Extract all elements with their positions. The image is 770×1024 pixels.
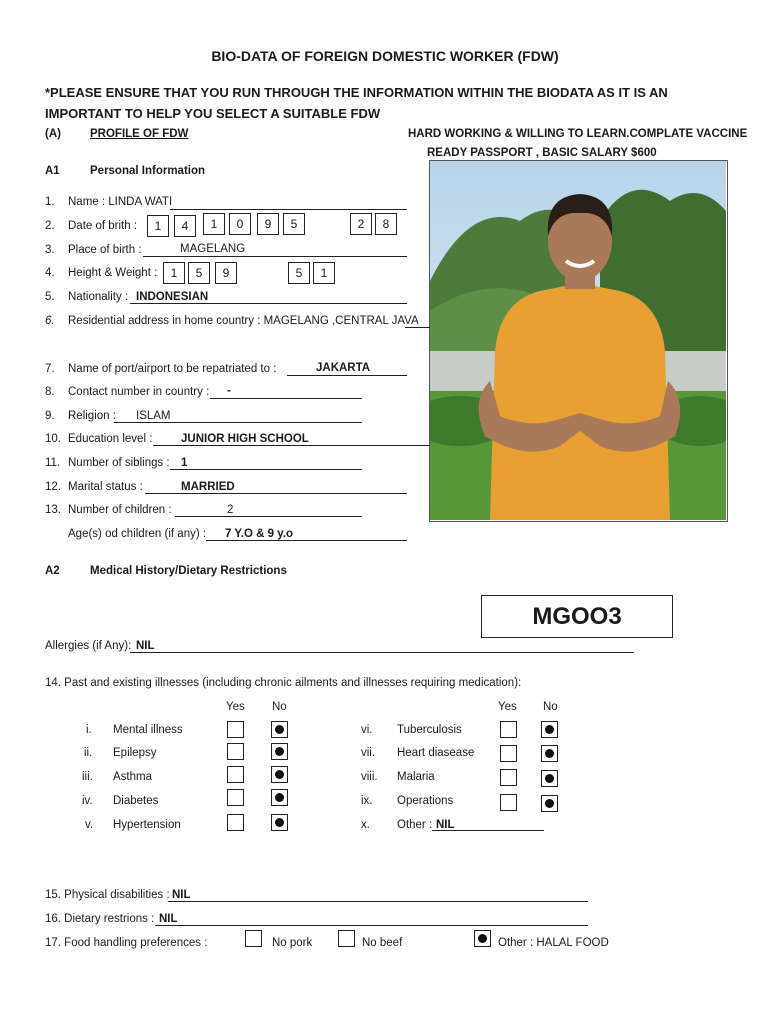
dob-month-digit-2: 0 <box>229 213 251 235</box>
right-no-header: No <box>543 701 558 713</box>
section-a-label: PROFILE OF FDW <box>90 128 189 140</box>
siblings-label: Number of siblings : <box>68 457 170 469</box>
left-yes-header: Yes <box>226 701 245 713</box>
fdw-photo <box>429 160 728 522</box>
children-age-value: 7 Y.O & 9 y.o <box>225 528 293 540</box>
tuberculosis-yes-checkbox[interactable] <box>500 721 517 738</box>
no-beef-checkbox[interactable] <box>338 930 355 947</box>
religion-value: ISLAM <box>136 410 171 422</box>
children-label: Number of children : <box>68 504 172 516</box>
asthma-yes-checkbox[interactable] <box>227 766 244 783</box>
contact-label: Contact number in country : <box>68 386 210 398</box>
education-underline <box>153 445 430 446</box>
height-digit-3: 9 <box>215 262 237 284</box>
marital-underline <box>145 493 407 494</box>
education-label: Education level : <box>68 433 153 445</box>
illness-roman: i. <box>86 724 92 736</box>
remark-line-1: HARD WORKING & WILLING TO LEARN.COMPLATE VACCINE <box>408 128 748 140</box>
illness-roman: ix. <box>361 795 373 807</box>
item-1-number: 1. <box>45 196 55 208</box>
nationality-value: INDONESIAN <box>136 291 209 303</box>
port-value: JAKARTA <box>316 362 371 374</box>
dob-day-digit-1: 1 <box>147 215 169 237</box>
religion-label: Religion : <box>68 410 116 422</box>
hypertension-no-checkbox[interactable] <box>271 814 288 831</box>
operations-no-checkbox[interactable] <box>541 795 558 812</box>
other-food-checkbox[interactable] <box>474 930 491 947</box>
name-field: Name : LINDA WATI <box>68 196 173 208</box>
height-digit-2: 5 <box>188 262 210 284</box>
item-13-number: 13. <box>45 504 61 516</box>
religion-underline <box>114 422 362 423</box>
epilepsy-yes-checkbox[interactable] <box>227 743 244 760</box>
height-weight-label: Height & Weight : <box>68 267 158 279</box>
children-age-label: Age(s) od children (if any) : <box>68 528 207 540</box>
heart-yes-checkbox[interactable] <box>500 745 517 762</box>
q17-label: 17. Food handling preferences : <box>45 937 208 949</box>
children-value: 2 <box>227 504 234 516</box>
illness-roman: x. <box>361 819 370 831</box>
asthma-no-checkbox[interactable] <box>271 766 288 783</box>
allergies-label: Allergies (if Any): <box>45 640 132 652</box>
allergies-value: NIL <box>136 640 155 652</box>
contact-underline <box>210 398 362 399</box>
q15-label: 15. Physical disabilities : <box>45 889 170 901</box>
illness-malaria: Malaria <box>397 771 435 783</box>
q16-underline <box>155 925 588 926</box>
illness-operations: Operations <box>397 795 454 807</box>
q15-value: NIL <box>172 889 191 901</box>
item-5-number: 5. <box>45 291 55 303</box>
heart-no-checkbox[interactable] <box>541 745 558 762</box>
item-6-number: 6. <box>45 315 55 327</box>
left-no-header: No <box>272 701 287 713</box>
illness-tuberculosis: Tuberculosis <box>397 724 462 736</box>
a2-code: A2 <box>45 565 60 577</box>
item-10-number: 10. <box>45 433 61 445</box>
siblings-value: 1 <box>181 457 188 469</box>
illness-roman: iv. <box>82 795 93 807</box>
children-age-underline <box>206 540 407 541</box>
tuberculosis-no-checkbox[interactable] <box>541 721 558 738</box>
age-digit-1: 2 <box>350 213 372 235</box>
a1-label: Personal Information <box>90 165 206 177</box>
q16-value: NIL <box>159 913 178 925</box>
hypertension-yes-checkbox[interactable] <box>227 814 244 831</box>
dob-year-digit-1: 9 <box>257 213 279 235</box>
education-value: JUNIOR HIGH SCHOOL <box>181 433 309 445</box>
illness-roman: vii. <box>361 747 376 759</box>
item-7-number: 7. <box>45 363 55 375</box>
illness-roman: vi. <box>361 724 373 736</box>
operations-yes-checkbox[interactable] <box>500 794 517 811</box>
diabetes-no-checkbox[interactable] <box>271 789 288 806</box>
dob-month-digit-1: 1 <box>203 213 225 235</box>
port-label: Name of port/airport to be repatriated to : <box>68 363 277 375</box>
q16-label: 16. Dietary restrions : <box>45 913 155 925</box>
dob-label: Date of brith : <box>68 220 138 232</box>
marital-value: MARRIED <box>181 481 235 493</box>
dob-day-digit-2: 4 <box>174 215 196 237</box>
illness-epilepsy: Epilepsy <box>113 747 157 759</box>
illness-diabetes: Diabetes <box>113 795 159 807</box>
nationality-underline <box>130 303 407 304</box>
illness-heart: Heart diasease <box>397 747 475 759</box>
illness-asthma: Asthma <box>113 771 152 783</box>
q15-underline <box>168 901 588 902</box>
malaria-yes-checkbox[interactable] <box>500 769 517 786</box>
illness-roman: ii. <box>84 747 93 759</box>
item-4-number: 4. <box>45 267 55 279</box>
illness-hypertension: Hypertension <box>113 819 181 831</box>
nationality-label: Nationality : <box>68 291 129 303</box>
contact-value: - <box>227 385 231 397</box>
pob-value: MAGELANG <box>180 243 246 255</box>
item-11-number: 11. <box>45 457 61 469</box>
section-a-code: (A) <box>45 128 61 140</box>
item-3-number: 3. <box>45 244 55 256</box>
notice-text: *PLEASE ENSURE THAT YOU RUN THROUGH THE INFORMATION WITHIN THE BIODATA AS IT IS AN IMPORTANT TO HELP YOU SELECT A SUITABLE FDW <box>45 85 668 121</box>
height-digit-1: 1 <box>163 262 185 284</box>
item-12-number: 12. <box>45 481 61 493</box>
illness-roman: iii. <box>82 771 93 783</box>
a1-code: A1 <box>45 165 60 177</box>
diabetes-yes-checkbox[interactable] <box>227 789 244 806</box>
address-underline <box>405 327 430 328</box>
pob-label: Place of birth : <box>68 244 142 256</box>
children-underline <box>175 516 362 517</box>
q14-label: 14. Past and existing illnesses (including chronic ailments and illnesses requiring medication): <box>45 677 522 689</box>
illness-roman: viii. <box>361 771 378 783</box>
dob-year-digit-2: 5 <box>283 213 305 235</box>
other-food-label: Other : HALAL FOOD <box>498 937 609 949</box>
malaria-no-checkbox[interactable] <box>541 770 558 787</box>
right-yes-header: Yes <box>498 701 517 713</box>
illness-other-underline <box>432 830 544 831</box>
age-digit-2: 8 <box>375 213 397 235</box>
allergies-underline <box>130 652 634 653</box>
name-underline <box>170 209 407 210</box>
no-pork-checkbox[interactable] <box>245 930 262 947</box>
item-2-number: 2. <box>45 220 55 232</box>
no-beef-label: No beef <box>362 937 403 949</box>
illness-roman: v. <box>85 819 94 831</box>
siblings-underline <box>170 469 362 470</box>
marital-label: Marital status : <box>68 481 143 493</box>
remark-line-2: READY PASSPORT , BASIC SALARY $600 <box>427 147 657 159</box>
mental-no-checkbox[interactable] <box>271 721 288 738</box>
a2-label: Medical History/Dietary Restrictions <box>90 565 287 577</box>
address-field: Residential address in home country : MAGELANG ,CENTRAL JAVA <box>68 315 419 327</box>
port-underline <box>287 375 407 376</box>
illness-mental: Mental illness <box>113 724 183 736</box>
worker-code-box: MGOO3 <box>481 595 673 638</box>
no-pork-label: No pork <box>272 937 313 949</box>
illness-other-label: Other : <box>397 819 433 831</box>
illness-other-value: NIL <box>436 819 455 831</box>
fdw-photo-image <box>430 161 726 520</box>
weight-digit-2: 1 <box>313 262 335 284</box>
weight-digit-1: 5 <box>288 262 310 284</box>
pob-underline <box>143 256 407 257</box>
page-title: BIO-DATA OF FOREIGN DOMESTIC WORKER (FDW) <box>211 48 559 64</box>
item-9-number: 9. <box>45 410 55 422</box>
item-8-number: 8. <box>45 386 55 398</box>
mental-yes-checkbox[interactable] <box>227 721 244 738</box>
epilepsy-no-checkbox[interactable] <box>271 743 288 760</box>
